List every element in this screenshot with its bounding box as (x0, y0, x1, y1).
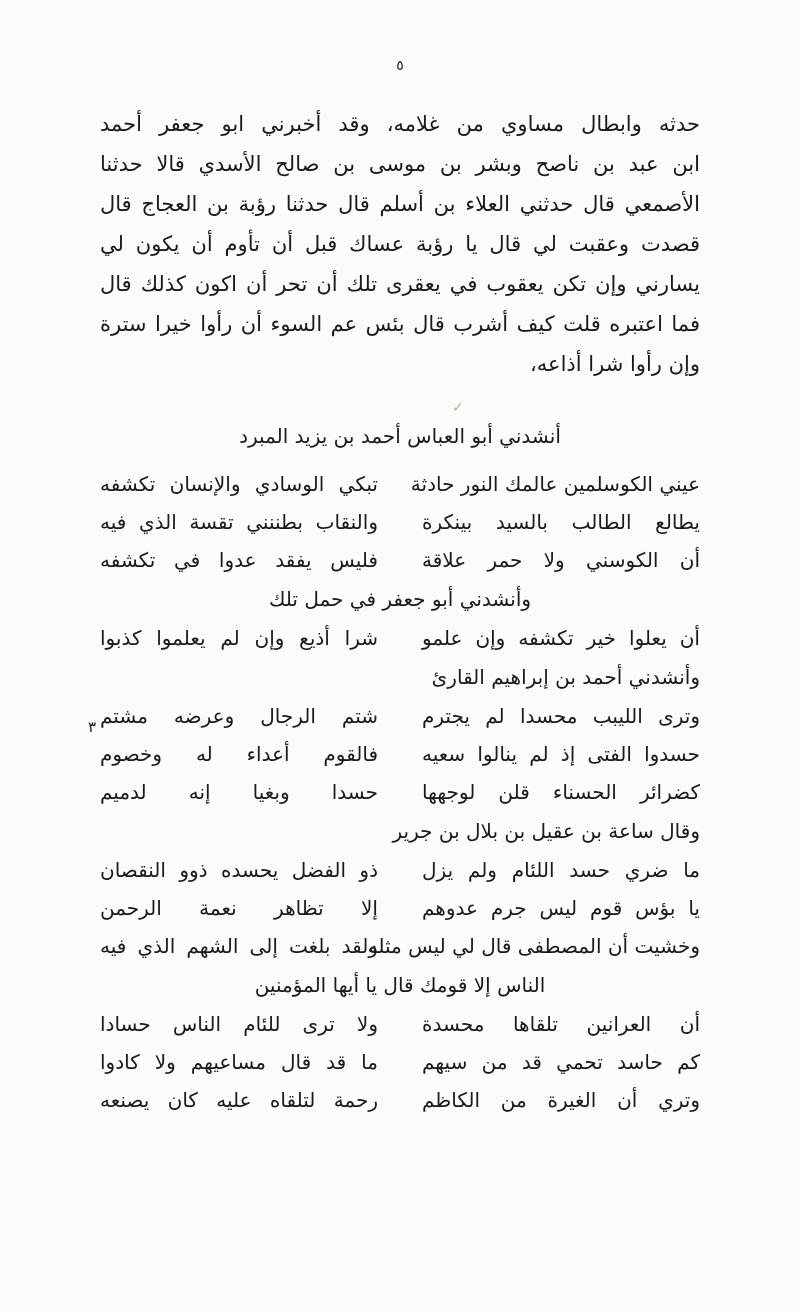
hemistich-first: عيني الكوسلمين عالمك النور حادثة (410, 472, 700, 496)
poem-title: أنشدني أبو العباس أحمد بن يزيد المبرد (239, 424, 561, 448)
verse-row (100, 1005, 700, 1043)
verse-row (100, 735, 700, 773)
prose-line: وإن رأوا شرا أذاعه، (530, 352, 700, 376)
prose-line: ابن عبد بن ناصح وبشر بن موسى بن صالح الأسدي قالا حدثنا (100, 152, 700, 176)
verse-row (100, 541, 700, 579)
hemistich-second: تبكي الوسادي والإنسان تكشفه (100, 472, 378, 496)
verse-heading: وقال ساعة بن عقيل بن بلال بن جرير (392, 819, 700, 843)
hemistich-second: ولقد بلغت إلى الشهم الذي فيه (100, 934, 378, 958)
margin-mark: ٣ (88, 718, 97, 736)
hemistich-second: إلا تظاهر نعمة الرحمن (100, 896, 378, 920)
hemistich-first: كم حاسد تحمي قد من سيهم (422, 1050, 700, 1074)
verse-row (100, 1043, 700, 1081)
hemistich-first: أن العرانين تلقاها محسدة (422, 1012, 700, 1036)
verse-row (100, 851, 700, 889)
hemistich-second: شرا أذيع وإن لم يعلموا كذبوا (100, 626, 378, 650)
check-mark-icon: ✓ (452, 400, 464, 416)
verse-row (100, 619, 700, 657)
hemistich-second: ذو الفضل يحسده ذوو النقصان (100, 858, 378, 882)
hemistich-first: ما ضري حسد اللئام ولم يزل (422, 858, 700, 882)
hemistich-second: فالقوم أعداء له وخصوم (100, 742, 378, 766)
hemistich-second: والنقاب بطننني تقسة الذي فيه (100, 510, 378, 534)
hemistich-second: حسدا وبغيا إنه لدميم (100, 780, 378, 804)
hemistich-first: كضرائر الحسناء قلن لوجهها (422, 780, 700, 804)
hemistich-second: رحمة لتلقاه عليه كان يصنعه (100, 1088, 378, 1112)
verse-row (100, 889, 700, 927)
hemistich-first: أن يعلوا خير تكشفه وإن علمو (422, 626, 700, 650)
verse-heading: الناس إلا قومك قال يا أيها المؤمنين (254, 973, 546, 997)
prose-line: قصدت وعقبت لي قال يا رؤبة عساك قبل أن تأوم أن يكون لي (100, 232, 700, 256)
hemistich-first: وتري أن الغيرة من الكاظم (422, 1088, 700, 1112)
hemistich-second: فليس يفقد عدوا في تكشفه (100, 548, 378, 572)
verse-heading: وأنشدني أحمد بن إبراهيم القارئ (431, 665, 700, 689)
page-number: ٥ (396, 58, 404, 74)
verse-row (100, 1081, 700, 1119)
hemistich-first: حسدوا الفتى إذ لم ينالوا سعيه (422, 742, 700, 766)
hemistich-second: ولا ترى للئام الناس حسادا (100, 1012, 378, 1036)
hemistich-first: يا بؤس قوم ليس جرم عدوهم (422, 896, 700, 920)
poem-block (100, 465, 700, 1119)
verse-row (100, 773, 700, 811)
prose-line: الأصمعي قال حدثني العلاء بن أسلم قال حدثنا رؤبة بن العجاج قال (100, 192, 700, 216)
prose-line: يسارني وإن تكن يعقوب في يعقرى تلك أن تحر أن اكون كذلك قال (100, 272, 700, 296)
hemistich-first: يطالع الطالب بالسيد بينكرة (422, 510, 700, 534)
verse-heading: وأنشدني أبو جعفر في حمل تلك (268, 587, 532, 611)
verse-row (100, 697, 700, 735)
prose-line: فما اعتبره قلت كيف أشرب قال بئس عم السوء أن رأوا خيرا سترة (100, 312, 700, 336)
hemistich-first: وترى الليبب محسدا لم يجترم (422, 704, 700, 728)
hemistich-second: شتم الرجال وعرضه مشتم (100, 704, 378, 728)
verse-row (100, 927, 700, 965)
hemistich-second: ما قد قال مساعيهم ولا كادوا (100, 1050, 378, 1074)
prose-line: حدثه وابطال مساوي من غلامه، وقد أخبرني ابو جعفر أحمد (100, 112, 700, 136)
verse-row (100, 465, 700, 503)
prose-block (100, 104, 700, 384)
hemistich-first: أن الكوسني ولا حمر علاقة (422, 548, 700, 572)
verse-row (100, 503, 700, 541)
hemistich-first: وخشيت أن المصطفى قال لي ليس مثله (367, 934, 700, 958)
